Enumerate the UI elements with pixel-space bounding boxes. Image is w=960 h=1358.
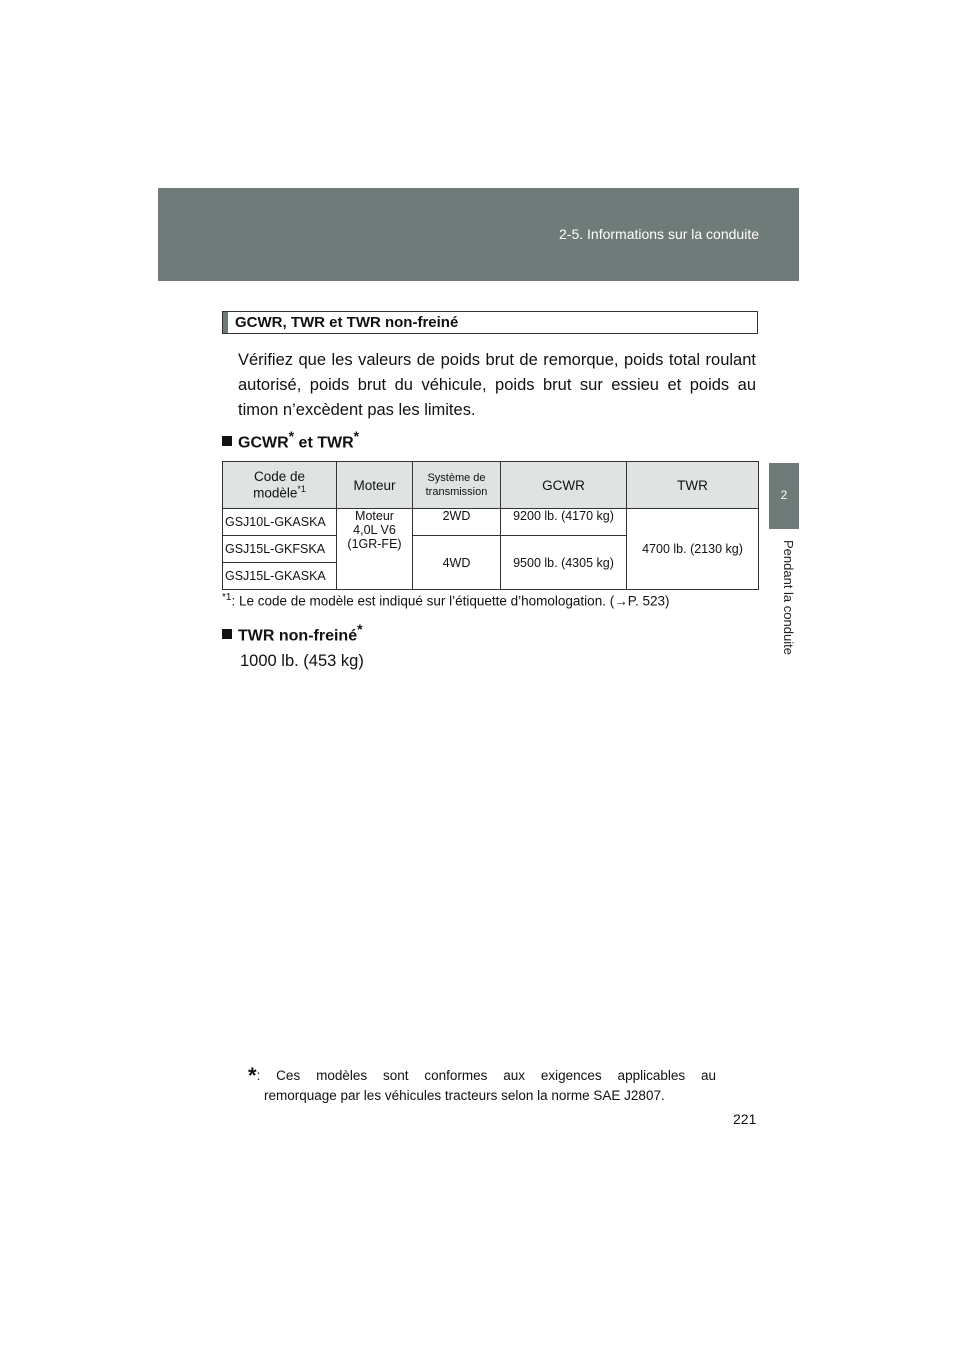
gcwr-4wd-cell: 9500 lb. (4305 kg) (501, 536, 627, 590)
header-gcwr: GCWR (501, 462, 627, 509)
twr-unbraked-value: 1000 lb. (453 kg) (240, 652, 364, 670)
engine-cell: Moteur 4,0L V6 (1GR-FE) (337, 509, 413, 590)
specification-table (222, 461, 759, 590)
square-bullet-icon (222, 436, 232, 446)
header-twr: TWR (627, 462, 759, 509)
side-chapter-tab (769, 463, 799, 529)
section-heading-box (222, 311, 758, 334)
model-code-cell: GSJ10L-GKASKA (223, 509, 337, 536)
table-footnote: $^{*1}$: Le code de modèle est indiqué sur l’étiquette d’homologation. (→P. 523) (222, 592, 670, 609)
intro-paragraph: Vérifiez que les valeurs de poids brut de remorque, poids total roulant autorisé, poids brut du véhicule, poids brut sur essieu et poids au timon n’excèdent pas les limites. (238, 351, 756, 419)
page-number: 221 (733, 1111, 757, 1127)
chapter-number: 2 (780, 488, 788, 502)
model-code-cell: GSJ15L-GKFSKA (223, 536, 337, 563)
subheading-twr-unbraked: TWR non-freiné* (222, 621, 363, 645)
chapter-header-band (158, 188, 799, 281)
transmission-2wd-cell: 2WD (413, 509, 501, 536)
chapter-title: 2-5. Informations sur la conduite (559, 226, 759, 242)
gcwr-2wd-cell: 9200 lb. (4170 kg) (501, 509, 627, 536)
header-transmission: Système de transmission (413, 462, 501, 509)
asterisk-icon: * (248, 1063, 257, 1088)
section-title: GCWR, TWR et TWR non-freiné (235, 314, 459, 331)
header-engine: Moteur (337, 462, 413, 509)
side-chapter-label: Pendant la conduite (781, 540, 796, 655)
model-code-cell: GSJ15L-GKASKA (223, 563, 337, 590)
table-row (223, 509, 759, 536)
square-bullet-icon (222, 629, 232, 639)
transmission-4wd-cell: 4WD (413, 536, 501, 590)
twr-cell: 4700 lb. (2130 kg) (627, 509, 759, 590)
table-header-row (223, 462, 759, 509)
subheading-gcwr-twr: GCWR* et TWR* (222, 428, 359, 452)
header-model-code: Code de modèle$^{*1}$ (223, 462, 337, 509)
bottom-footnote: *: Ces modèles sont conformes aux exigences applicables au remorquage par les véhicules tracteurs selon la norme SAE J2807. (248, 1063, 716, 1103)
